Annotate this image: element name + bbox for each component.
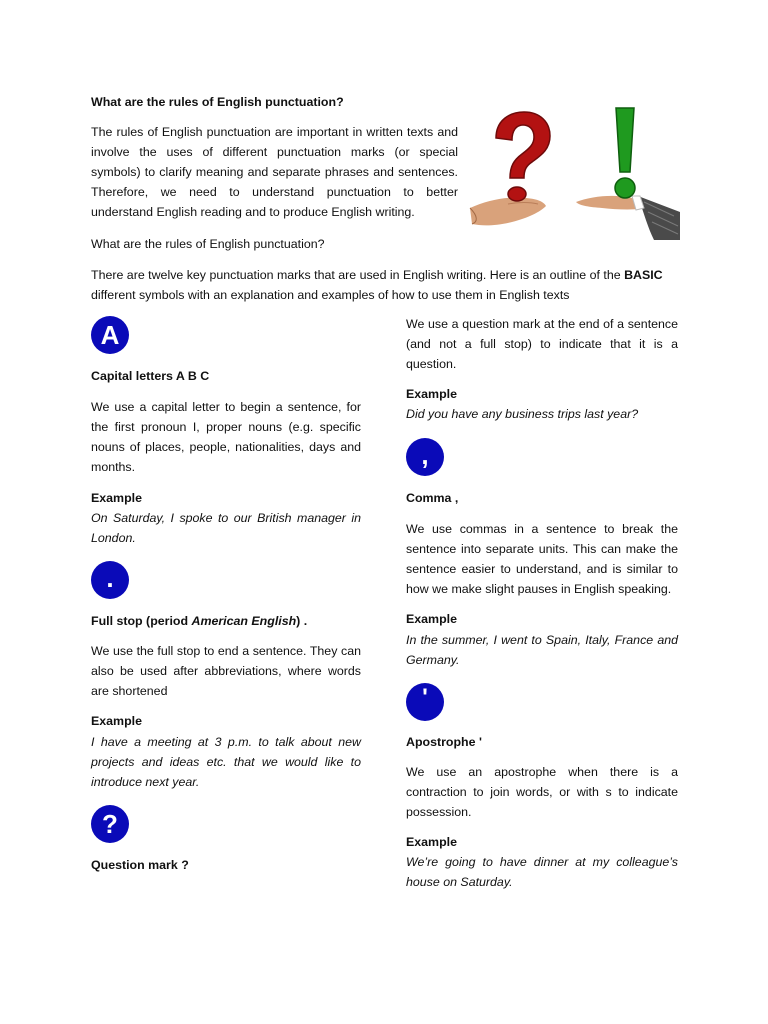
intro-title: What are the rules of English punctuation? [91, 95, 344, 109]
outline-text-start: There are twelve key punctuation marks that are used in English writing. Here is an outline of the [91, 268, 625, 282]
capital-heading: Capital letters A B C [91, 369, 210, 383]
comma-icon [406, 438, 444, 476]
question-mark-icon [496, 112, 550, 201]
capital-body: We use a capital letter to begin a sentence, for the first pronoun I, proper nouns (e.g. specific nouns of places, people, nationalities, days and months. [91, 400, 361, 474]
capital-letter-icon [91, 316, 129, 354]
comma-body: We use commas in a sentence to break the sentence into separate units. This can make the sentence easier to understand, and is similar to how we make slight pauses in English speaking. [406, 522, 678, 596]
apostrophe-heading: Apostrophe ' [406, 735, 482, 749]
capital-example: On Saturday, I spoke to our British manager in London. [91, 511, 361, 545]
full-stop-heading-italic: American English [191, 614, 297, 628]
question-example: Did you have any business trips last year? [406, 407, 639, 421]
comma-example-label: Example [406, 612, 457, 626]
apostrophe-glyph: ' [422, 684, 428, 711]
full-stop-glyph: . [106, 563, 114, 593]
question-body: We use a question mark at the end of a sentence (and not a full stop) to indicate that it is a question. [406, 317, 678, 371]
question-mark-badge-icon [91, 805, 129, 843]
question-heading: Question mark ? [91, 858, 189, 872]
right-hand-icon [576, 196, 680, 240]
capital-example-label: Example [91, 491, 142, 505]
punctuation-hands-illustration [468, 104, 680, 240]
outline-text-bold: BASIC [624, 268, 663, 282]
full-stop-example: I have a meeting at 3 p.m. to talk about new projects and ideas etc. that we would like to introduce next year. [91, 735, 361, 789]
full-stop-heading-end: ) . [296, 614, 308, 628]
full-stop-example-label: Example [91, 714, 142, 728]
outline-text-end: different symbols with an explanation and examples of how to use them in English texts [91, 288, 570, 302]
question-example-label: Example [406, 387, 457, 401]
full-stop-body: We use the full stop to end a sentence. They can also be used after abbreviations, where words are shortened [91, 644, 361, 698]
apostrophe-example: We’re going to have dinner at my colleague’s house on Saturday. [406, 855, 678, 889]
apostrophe-icon [406, 683, 444, 721]
comma-heading: Comma , [406, 491, 459, 505]
full-stop-heading-start: Full stop (period [91, 614, 192, 628]
apostrophe-body: We use an apostrophe when there is a contraction to join words, or with s to indicate possession. [406, 765, 678, 819]
intro-outline [91, 265, 681, 305]
full-stop-heading [91, 612, 371, 630]
comma-glyph: , [421, 440, 429, 470]
question-mark-glyph: ? [102, 809, 118, 839]
left-hand-icon [470, 197, 546, 225]
intro-subtitle: What are the rules of English punctuation? [91, 237, 325, 251]
full-stop-icon [91, 561, 129, 599]
comma-example: In the summer, I went to Spain, Italy, France and Germany. [406, 633, 678, 667]
apostrophe-example-label: Example [406, 835, 457, 849]
intro-paragraph: The rules of English punctuation are important in written texts and involve the uses of different punctuation marks (or special symbols) to clarify meaning and separate phrases and sentences. Therefore, we need to understand punctuation to better understand English reading and to produce English writing. [91, 125, 458, 219]
exclamation-mark-icon [615, 108, 635, 198]
capital-letter-glyph: A [100, 320, 120, 350]
